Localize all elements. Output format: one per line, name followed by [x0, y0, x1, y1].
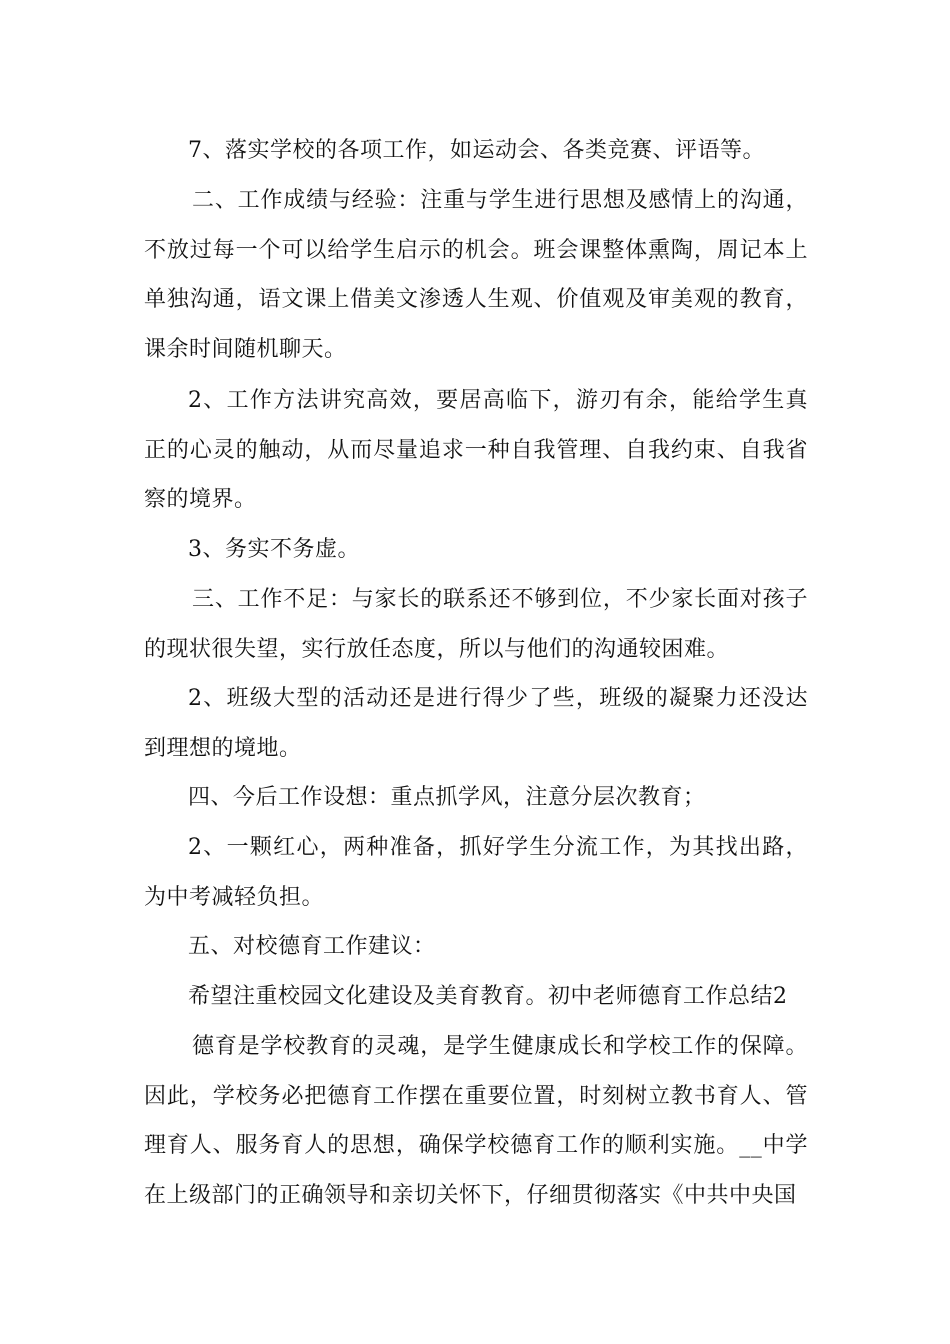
- paragraph-5: 三、工作不足：与家长的联系还不够到位，不少家长面对孩子的现状很失望，实行放任态度，所以与他们的沟通较困难。: [144, 587, 808, 662]
- paragraph-9: 五、对校德育工作建议：: [188, 934, 436, 959]
- paragraph-3: 2、工作方法讲究高效，要居高临下，游刃有余，能给学生真正的心灵的触动，从而尽量追求一种自我管理、自我约束、自我省察的境界。: [144, 388, 808, 512]
- paragraph-6: 2、班级大型的活动还是进行得少了些，班级的凝聚力还没达到理想的境地。: [144, 686, 808, 761]
- paragraph-4: 3、务实不务虚。: [188, 537, 360, 562]
- paragraph-8: 2、一颗红心，两种准备，抓好学生分流工作，为其找出路，为中考减轻负担。: [144, 835, 808, 910]
- paragraph-2: 二、工作成绩与经验：注重与学生进行思想及感情上的沟通，不放过每一个可以给学生启示的机会。班会课整体熏陶，周记本上单独沟通，语文课上借美文渗透人生观、价值观及审美观的教育，课余时间随机聊天。: [144, 188, 808, 362]
- paragraph-1: 7、落实学校的各项工作，如运动会、各类竞赛、评语等。: [188, 138, 765, 163]
- paragraph-10: 希望注重校园文化建设及美育教育。初中老师德育工作总结2: [188, 984, 788, 1009]
- paragraph-11: 德育是学校教育的灵魂，是学生健康成长和学校工作的保障。因此，学校务必把德育工作摆在重要位置，时刻树立教书育人、管理育人、服务育人的思想，确保学校德育工作的顺利实施。__中学在上级部门的正确领导和亲切关怀下，仔细贯彻落实《中共中央国: [144, 1034, 808, 1208]
- paragraph-7: 四、今后工作设想：重点抓学风，注意分层次教育；: [188, 785, 706, 810]
